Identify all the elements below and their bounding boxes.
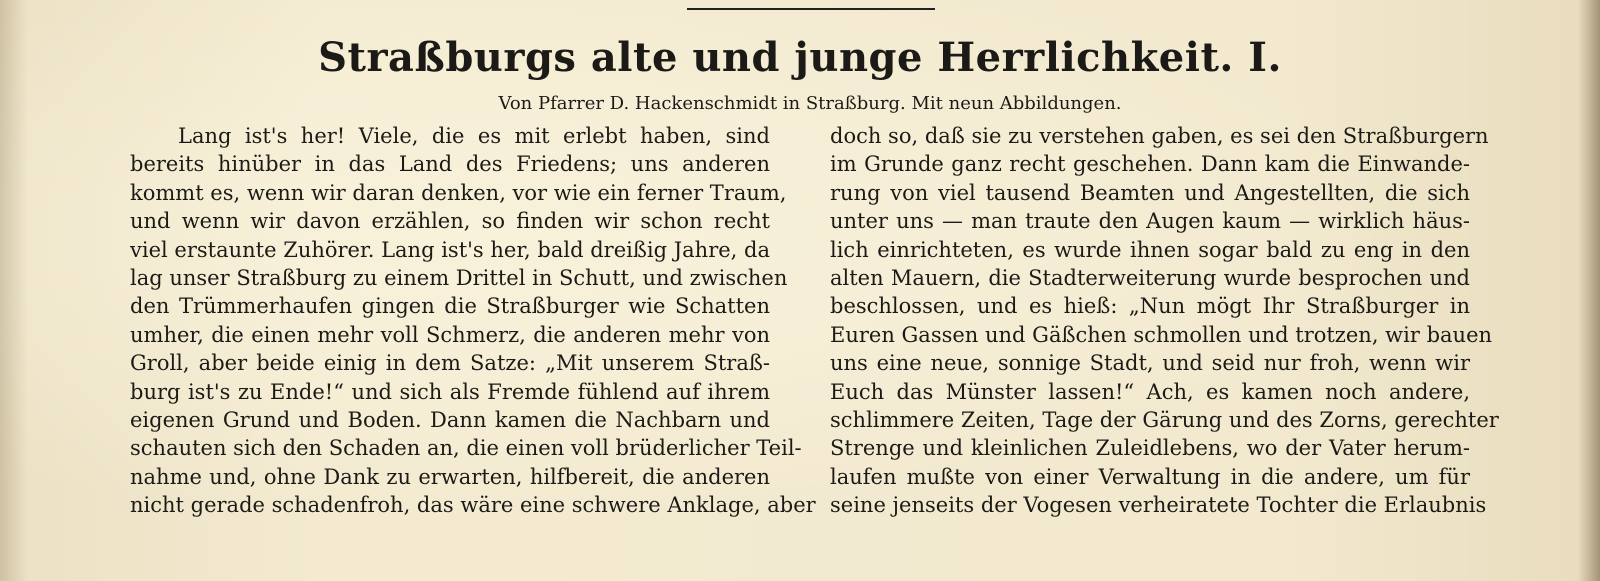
text-column-right <box>830 122 1499 519</box>
text-line: im Grunde ganz recht geschehen. Dann kam die Einwande- <box>830 152 1470 177</box>
text-line: schauten sich den Schaden an, die einen voll brüderlicher Teil- <box>130 436 802 461</box>
text-line: alten Mauern, die Stadterweiterung wurde besprochen und <box>830 265 1470 290</box>
text-line: burg ist's zu Ende!“ und sich als Fremde fühlend auf ihrem <box>130 379 770 404</box>
text-line: Euren Gassen und Gäßchen schmollen und trotzen, wir bauen <box>830 322 1493 347</box>
text-line: umher, die einen mehr voll Schmerz, die anderen mehr von <box>130 322 770 347</box>
text-line: schlimmere Zeiten, Tage der Gärung und des Zorns, gerechter <box>830 407 1499 432</box>
text-line: kommt es, wenn wir daran denken, vor wie ein ferner Traum, <box>130 180 787 205</box>
text-line: Euch das Münster lassen!“ Ach, es kamen noch andere, <box>830 379 1470 404</box>
text-line: Strenge und kleinlichen Zuleidlebens, wo der Vater herum- <box>830 436 1470 461</box>
text-line: und wenn wir davon erzählen, so finden wir schon recht <box>130 209 770 234</box>
page-shadow-left <box>0 0 28 581</box>
section-divider-rule <box>687 8 935 10</box>
text-line: lag unser Straßburg zu einem Drittel in Schutt, und zwischen <box>130 265 788 290</box>
text-line: viel erstaunte Zuhörer. Lang ist's her, bald dreißig Jahre, da <box>130 237 770 262</box>
text-line: rung von viel tausend Beamten und Angestellten, die sich <box>830 180 1470 205</box>
text-line: den Trümmerhaufen gingen die Straßburger wie Schatten <box>130 294 770 319</box>
text-line: bereits hinüber in das Land des Friedens; uns anderen <box>130 152 770 177</box>
text-line: Groll, aber beide einig in dem Satze: „Mit unserem Straß- <box>130 351 770 376</box>
page-edge-right <box>1578 0 1600 581</box>
text-line: lich einrichteten, es wurde ihnen sogar bald zu eng in den <box>830 237 1470 262</box>
text-line: eigenen Grund und Boden. Dann kamen die Nachbarn und <box>130 407 770 432</box>
text-column-left <box>130 122 816 519</box>
text-line: Lang ist's her! Viele, die es mit erlebt haben, sind <box>178 124 770 148</box>
text-line: laufen mußte von einer Verwaltung in die andere, um für <box>830 464 1470 489</box>
text-line: seine jenseits der Vogesen verheiratete Tochter die Erlaubnis <box>830 493 1487 518</box>
article-title: Straßburgs alte und junge Herrlichkeit. I. <box>318 34 1282 81</box>
text-line: uns eine neue, sonnige Stadt, und seid nur froh, wenn wir <box>830 351 1470 376</box>
text-line: doch so, daß sie zu verstehen gaben, es sei den Straßburgern <box>830 124 1489 148</box>
text-line: nicht gerade schadenfroh, das wäre eine schwere Anklage, aber <box>130 493 816 518</box>
text-line: unter uns — man traute den Augen kaum — wirklich häus- <box>830 209 1470 234</box>
article-byline: Von Pfarrer D. Hackenschmidt in Straßburg. Mit neun Abbildungen. <box>498 93 1122 114</box>
text-line: nahme und, ohne Dank zu erwarten, hilfbereit, die anderen <box>130 464 770 489</box>
text-line: beschlossen, und es hieß: „Nun mögt Ihr Straßburger in <box>830 294 1470 319</box>
